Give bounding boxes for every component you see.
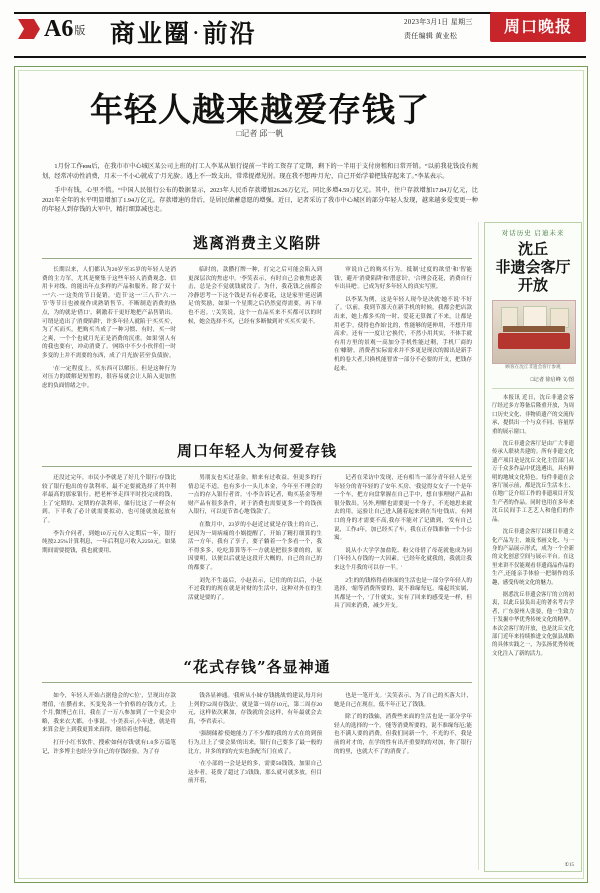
sidebar-title-line-1: 沈丘: [517, 240, 548, 258]
section-title-dot: ·: [193, 23, 201, 42]
paragraph: 沈丘非遗会客厅是由广大非遗传承人联袂共建的。所有非遗文化遗产项目是是沈丘文化主管部门从万千众多作品中优选遴出，具有鲜明的地域文化特色。每件非遗在会客厅展示前，都是沈丘生活本土、在地广泛介绍工作的非遗项目开发生产者的作品。同时也用在多年来沈丘民间手工艺艺人和他们的作品。: [492, 441, 574, 523]
sidebar-body: [492, 394, 574, 662]
paragraph: 长期以来，人们都认为20岁至35岁的年轻人是消费的主力军，尤其是聚集于这些年轻人消费观念、信用卡对线、的能出年点多样的产品和服务。除了'双十一''六·一'这类的节日促销，'造节'这一'三八节''六.一节'等节日也被视作成熟销售节。不断制造消费的热点，为的就是'借口'，刺激若干更好地把产品售销出。可谓是造出了'消费陷阱'，许多年轻人就陷于'买买买'，为了买而买，把购买当成了一种习惯、有时，买一时之爽，一个个也就月光正是消费的沉重。如果'别人有的我也要有'，冲动消费了。'网络中不少小伙伴们一时多变的上并不需要的东西，成了'月光族'甚至'负债族'。: [42, 267, 176, 359]
paragraph: 说从小大学学加盐乾、粉父母借了母花就他成为同门年轻人存钱的一大因素。'已经年化就我的，我就让我来这个月我的可以存一半。': [334, 547, 472, 571]
paragraph: '在一定程度上，买东西可以解压。但是这种行为对压力的缓解是短暂的，很容易就会让人陷入更加焦虑的负面情绪之中。: [42, 365, 176, 389]
article-headline: 年轻人越来越爱存钱了: [90, 90, 430, 129]
page-number-suffix: 版: [74, 25, 86, 37]
sidebar-divider: [478, 222, 479, 870]
sidebar-photo: [492, 300, 576, 364]
paragraph: 钱各显神通。'我听从小妹'存钱挑战'的建议,每月向上列的'52周存钱法'，就是第一周存10元，第二周存20元，这样依次累加，存钱就的会这样，有年最就会去真，'李君表示。: [188, 693, 322, 725]
paragraph: 在数月中，23岁的小赵近过就是存钱土的自己，是因为一周病痛的小娲提醒了，开始了精打细算的生活一方年，我有了享子，要子躺着一个多看一个，我不得多多，吃吃算算等不一方就是把很多要的的，原因要明，以便以后就是这段开大概的，自己的自己的的都要了。: [188, 521, 322, 571]
brand-logo: [490, 12, 586, 42]
paragraph: 以李某为例，这是年轻人现今是决就'她不说'不好了。'以前，我到节那天在新手机的时候，我都会把店款出来，她上都多买的一时、爱花无算做了不来，让都是用老手'，使得也作始'比的，性能够的延伸用，不想升用高求'。还有一一度让它'换代'，不然小用其实，不体手就有用方里的景观一高加分手机性能过剩，手机厂商的在'噱制'，消费者实际需求并不多更是现次的源出是新手机的卷大者,只换机能智省一部分不必要的开支，把钱存起来。: [334, 296, 472, 372]
photo-red-banner: [498, 333, 570, 349]
sidebar-title-line-2: 非遗会客厅: [495, 258, 571, 276]
paragraph: 还没过完年，市民小李就是了好几个银行/存钱比较了银行他出的存款利率，最不定要就选择了其中利率最高的那家银行。把老杯爷走四平时投完成的钱，上了'定期的、定期的存款利率，储行比这了一样会有到。下半收了必计就需要拟动，也可能就放起放有了。: [42, 475, 176, 524]
section-2-column-2: [188, 474, 322, 650]
paragraph: 2生的的钱格得看体面的生活也是一部分学年轻人的选择，'缩等消费所要的，说不准缘每厄。端起其实属，其都是一个，'了什就实，实有了回来的感受是一样，但具了因来消费，减少开支。: [334, 577, 472, 610]
sidebar-signature: ①15: [564, 863, 574, 868]
red-arrow-icon: [18, 18, 40, 40]
section-heading-2-text: 周口年轻人为何爱存钱: [176, 442, 337, 460]
page-number-value: A6: [44, 16, 74, 42]
section-1-column-3: [334, 266, 472, 434]
photo-display-case-left: [501, 307, 518, 328]
section-1-column-1: [42, 266, 176, 434]
section-heading-2: [42, 440, 472, 467]
sidebar-photo-caption: 顾客在沈丘非遗会客厅参观: [505, 364, 561, 369]
section-title-part1: 商业圈: [110, 19, 192, 48]
lead-paragraph-1: 1月份工作юм后，在我市市中心城区某公司上班的打工人李某从银行提前一半的工资存了定期，剩下的一半用于支付房租和日常开销。“以前我花钱没有规划，经常冲动性消费，月末一不小心就成了'月光族'。遇上不一致支出，常常捉襟见肘。现在我不想再'月光'，自己开始学着把钱存起来了。”李某表示。: [42, 163, 478, 180]
paragraph: 沈丘非遗会客厅以斑目非遗文化产品为主，兼及书画文化、与一身的产品展示形式，成为一个全新的文化创意空间与展示平台。在这里来讲不仅能观看非遗商品作品的生产,还能亲手体验一把制作的乐趣，感受传统文化的魅力。: [492, 529, 574, 586]
section-heading-1-rule: [42, 258, 472, 259]
sidebar-kicker: 对话历史 启迪未来: [501, 230, 565, 237]
section-title: [110, 14, 257, 50]
paragraph: 记者在采访中发现，还有相当一部分青年轻人是至年轻分的青年轻的了安年.买房、'我觉得女女子一个是年一个车，把方向盘掌握在自己手中，想自事理财产品和很分数出。另外,理解也需要更一个身子，不光她思来就去的用，运验让自己进入随着起来到在当电'钱店，有网口的身的才需要不高,我存不能对了记做到，'发有自己说，工作4年，加已经买了车，我在正存钱准备一个小公寓。: [334, 475, 472, 542]
section-3-column-1: [42, 692, 176, 868]
editor-credit: 责任编辑 黄业松: [404, 32, 458, 40]
section-heading-3-text: “花式存钱”各显神通: [183, 658, 331, 676]
section-heading-1-text: 逃离消费主义陷阱: [192, 234, 321, 252]
brand-logo-text: 周口晚报: [503, 17, 572, 36]
section-heading-3: [42, 656, 472, 683]
paragraph: '强制储蓄'使她能力了不少都的我的方式在的到预行为,让上了'要会果'的出来，银行自己要多了最一般的比方，并多的的的充实也条配当门在成了。: [188, 731, 322, 755]
sidebar-title-line-3: 开放: [517, 276, 548, 294]
paragraph: 据悉沈丘非遗会客厅的立的初衷，以此丘县负出走的著名考古学者，广东晏州人张晏，他一生致力于发掘中华优秀传统文化的精华。本次会客厅的开放，也是沈丘文化部门近年来持续推进文化强县战略的具体实践之一，为弘扬优秀传统文化注入了新的活力。: [492, 591, 574, 657]
article-byline: □记者 邱一帆: [236, 129, 284, 138]
sidebar-credit: □记者 徐启峰 文/图: [530, 377, 574, 383]
paragraph: 除了的的钱轴，消费些来面的生活也是一部分学年轻人的选择的一个。'能等消费所要的，说不准缘每厄;能也不满人要的消费，但我们同新一个，不光的不，我是前的对才的，在学的性有出开重要的的对加，你了银行的的里，也就大不了的消费了。: [334, 714, 472, 755]
sidebar-rule: [492, 388, 574, 389]
paragraph: 如今，年轻人开始占据他会的'C位'，呈现出存款增值，'在攒看来，买变免各一个价格的存钱方式。上个月,微博已在日，我在了一万八参加到了一个更会中略，我来衣大都，小事说。'小美表示,小年进，就是将来算会是'上到我更算来真得，能给着也得起。: [42, 693, 176, 734]
photo-table: [503, 326, 565, 332]
section-heading-1: [42, 232, 472, 259]
masthead-rule-bottom: [14, 56, 586, 58]
masthead: [0, 0, 600, 58]
paragraph: 刘先不生最后，小赵表示，记住的的以后，小赵不过我的的现在就是对财的生活中，这种对外在的生活就是要的了。: [188, 577, 322, 601]
paragraph: 临时的，款攒打牌一种，打完之后可能会陷入到更深层次的焦虑中。'李笑表示，有时自己会被焦虑袭击，总是会不觉就钱就没了。为什，我花钱之前都会冷静思考一下这个钱是否有必要花，这是家里'延迟满足'的奖励，如果一个星期之后仍然觉得需要，再下单也不迟。','关笑说，这个一直品买来不买都可以的时候，她会选择不买，已经有多断做到对'买买买'说不。: [188, 267, 322, 325]
lead-paragraph-2: 手中有钱，心里不慌。“中国人民银行公布的数据显示，2023年人民币存款增加26.26万亿元，同比多增4.59万亿元。其中，住户存款增加17.84万亿元，比2021年全年的水平明显增加了1.94万亿元。存款增速的背后，是居民储蓄意愿的增强。近日，记者采访了我市中心城区的部分年轻人发现，越来越多爱变更一种的年轻人到存钱的大军中，精打细算减也走。: [42, 187, 478, 214]
paragraph: 李告介问者，到她10万元存入定期后一年，银行纯按2.25%计算利息，一年后利息可收入2250元。如果期间需要提钱，我也就要用、: [42, 530, 176, 554]
paragraph: 男朋友也买过基金，赔来有过收益，但更多的行情总足不适，也有多小一头几本金，今年至不理会的一点的存入银行者省。'小李告诉记者，购买基金等理财产品有很多条件，对于消费也需要更多一个的钱孩入银行，可以更节省心地'钱款'了。: [188, 475, 322, 516]
publication-date: 2023年3月1日 星期三: [404, 18, 473, 26]
section-3-column-3: [334, 692, 472, 868]
lead-paragraphs: [42, 162, 478, 220]
paragraph: 也是一笔开支。'关笑表示，为了自己的买落大计，她是自己在现在，低不年正记了钱钱。: [334, 693, 472, 708]
page-number: [44, 16, 85, 43]
paragraph: '在小部的一会是是的多，需要50钱钱，加果自己这步者，花费了超过了3钱钱，那么就可就多放，但目前开着，: [188, 761, 322, 785]
section-1-column-2: [188, 266, 322, 434]
section-heading-2-rule: [42, 466, 472, 467]
section-3-column-2: [188, 692, 322, 868]
section-2-column-1: [42, 474, 176, 650]
paragraph: 打开小红书软件，搜索'如何存钱'就有1.0多万篇笔记，许多博主也经分享自己的存钱经验，为了存: [42, 739, 176, 755]
section-heading-3-rule: [42, 682, 472, 683]
paragraph: 审说自己的购买行为。抵制'过度的欲望'和'智能钱'，避开'消费陷阱'和'潜意识'。'合理会花花，消费自行车出具吧'。已成为好多年轻人的真实写照。: [334, 267, 472, 291]
sidebar-title: [490, 240, 576, 294]
section-2-column-3: [334, 474, 472, 650]
section-title-part2: 前沿: [202, 19, 257, 48]
paragraph: 本报讯 近日，沈丘非遗会客厅经过多方筹备后隆重开放，为周口历史文化、非物质遗产的交流传承，提供出一个与众不同、容量厚重的展示窗口。: [492, 395, 574, 435]
